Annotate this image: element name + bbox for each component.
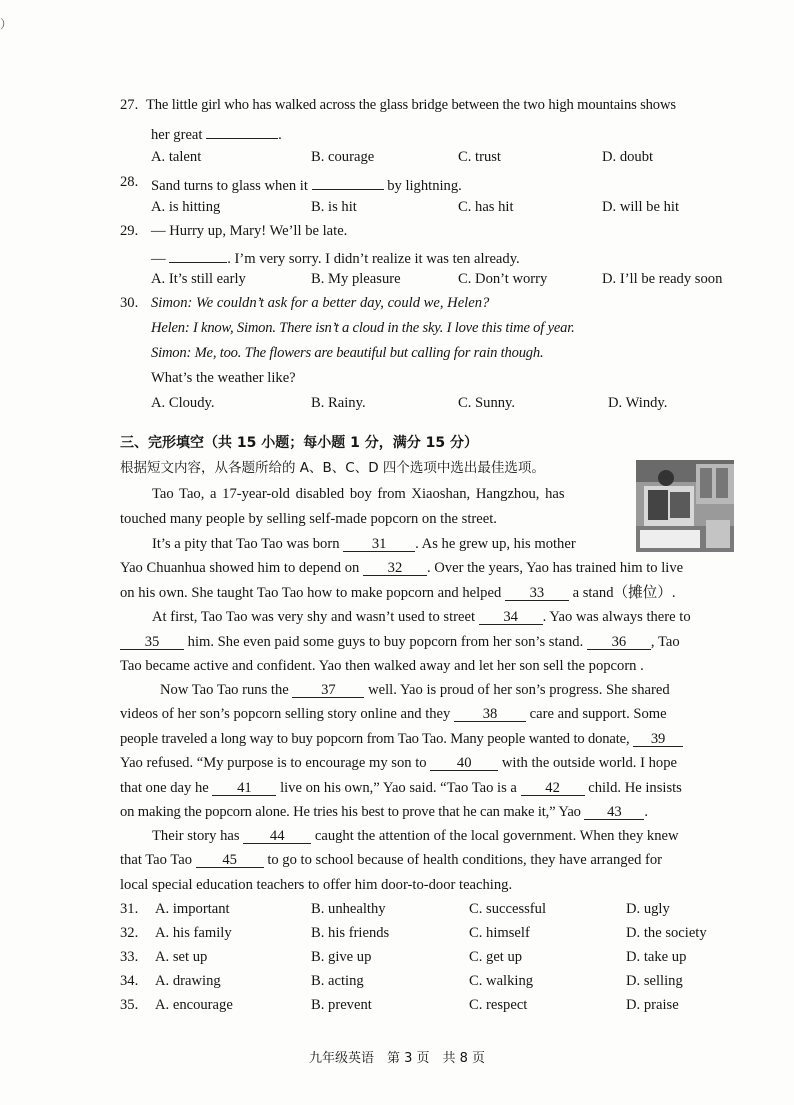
option-c: C. successful [469,901,547,917]
page-footer: 九年级英语 第 3 页 共 8 页 [308,1051,486,1066]
passage-text: on making the popcorn alone. He tries his best to prove that he can make it,” Yao 43 . [120,804,648,820]
answer-blank: 36 [587,635,651,650]
option-d: D. selling [626,973,683,989]
passage-text: people traveled a long way to buy popcorn from Tao Tao. Many people wanted to donate, 39 [120,732,683,747]
answer-blank: 44 [243,829,311,844]
passage-text: Now Tao Tao runs the 37 well. Yao is proud of her son’s progress. She shared [160,682,670,698]
answer-blank: 32 [363,561,427,576]
answer-blank: 35 [120,635,184,650]
passage-text: At first, Tao Tao was very shy and wasn’t used to street 34 . Yao was always there to [152,609,691,625]
question-text: Sand turns to glass when it by lightning. [151,175,462,194]
option-c: C. get up [469,949,523,965]
answer-blank: 40 [430,756,498,771]
option-c: C. trust [458,149,501,165]
answer-blank: 41 [212,781,276,796]
answer-blank: 37 [292,683,364,698]
answer-blank: 34 [479,610,543,625]
answer-blank: 45 [196,853,264,868]
passage-text: Tao became active and confident. Yao then walked away and let her son sell the popcorn . [120,658,644,674]
dialogue-line: Helen: I know, Simon. There isn’t a cloud in the sky. I love this time of year. [151,320,575,336]
answer-blank [169,248,227,263]
passage-text: on his own. She taught Tao Tao how to make popcorn and helped 33 a stand（摊位）. [120,585,676,601]
option-d: D. the society [626,925,707,941]
option-b: B. his friends [311,925,390,941]
question-text: The little girl who has walked across the glass bridge between the two high mountains shows [146,97,676,113]
section-title: 三、完形填空（共 15 小题；每小题 1 分，满分 15 分） [120,435,478,451]
passage-text: Their story has 44 caught the attention of the local government. When they knew [152,828,679,844]
option-d: D. take up [626,949,687,965]
question-text: her great . [151,124,282,143]
dialogue-line: Simon: Me, too. The flowers are beautiful but calling for rain though. [151,345,544,361]
option-a: A. his family [155,925,232,941]
answer-blank: 31 [343,537,415,552]
passage-text: local special education teachers to offer him door-to-door teaching. [120,877,513,893]
option-d: D. doubt [602,149,654,165]
question-number: 30. [120,295,139,311]
answer-blank: 43 [584,805,644,820]
popcorn-stand-photo [636,460,734,552]
option-a: A. encourage [155,997,233,1013]
option-a: A. important [155,901,230,917]
option-a: A. talent [151,149,202,165]
choice-number: 35. [120,997,139,1013]
option-b: B. unhealthy [311,901,386,917]
question-text: — . I’m very sorry. I didn’t realize it was ten already. [151,248,520,267]
passage-text: Tao Tao, a 17-year-old disabled boy from Xiaoshan, Hangzhou, has [152,486,565,502]
passage-text: that one day he 41 live on his own,” Yao said. “Tao Tao is a 42 child. He insists [120,780,682,796]
option-a: A. set up [155,949,208,965]
choice-number: 34. [120,973,139,989]
option-c: C. respect [469,997,528,1013]
corner-mark: ） [0,17,13,31]
passage-text: that Tao Tao 45 to go to school because of health conditions, they have arranged for [120,852,663,868]
section-instruction: 根据短文内容，从各题所给的 A、B、C、D 四个选项中选出最佳选项。 [120,460,545,476]
option-d: D. praise [626,997,679,1013]
option-b: B. My pleasure [311,271,401,287]
question-number: 28. [120,174,139,190]
answer-blank: 33 [505,586,569,601]
option-b: B. Rainy. [311,395,366,411]
option-c: C. walking [469,973,534,989]
passage-text: Yao Chuanhua showed him to depend on 32 . Over the years, Yao has trained him to live [120,560,684,576]
option-b: B. prevent [311,997,372,1013]
passage-text: Yao refused. “My purpose is to encourage my son to 40 with the outside world. I hope [120,755,677,771]
answer-blank [206,124,278,139]
answer-blank: 42 [521,781,585,796]
answer-blank: 38 [454,707,526,722]
option-c: C. Sunny. [458,395,516,411]
option-a: A. is hitting [151,199,221,215]
option-c: C. himself [469,925,530,941]
question-number: 27. [120,97,139,113]
option-c: C. has hit [458,199,514,215]
choice-number: 32. [120,925,139,941]
option-a: A. drawing [155,973,221,989]
dialogue-line: Simon: We couldn’t ask for a better day, could we, Helen? [151,295,490,311]
answer-blank: 39 [633,732,683,747]
choice-number: 31. [120,901,139,917]
option-d: D. Windy. [608,395,668,411]
option-d: D. will be hit [602,199,680,215]
passage-text: 35 him. She even paid some guys to buy popcorn from her son’s stand. 36 , Tao [120,635,680,650]
passage-text: videos of her son’s popcorn selling story online and they 38 care and support. Some [120,706,667,722]
option-b: B. acting [311,973,364,989]
question-text: — Hurry up, Mary! We’ll be late. [151,223,348,239]
question-number: 29. [120,223,139,239]
option-a: A. Cloudy. [151,395,215,411]
answer-blank [312,175,384,190]
option-b: B. is hit [311,199,357,215]
option-d: D. ugly [626,901,670,917]
passage-text: It’s a pity that Tao Tao was born 31 . As he grew up, his mother [152,536,576,552]
option-d: D. I’ll be ready soon [602,271,723,287]
option-b: B. give up [311,949,372,965]
choice-number: 33. [120,949,139,965]
option-a: A. It’s still early [151,271,246,287]
option-c: C. Don’t worry [458,271,548,287]
passage-text: touched many people by selling self-made popcorn on the street. [120,511,497,527]
question-text: What’s the weather like? [151,370,296,386]
option-b: B. courage [311,149,375,165]
